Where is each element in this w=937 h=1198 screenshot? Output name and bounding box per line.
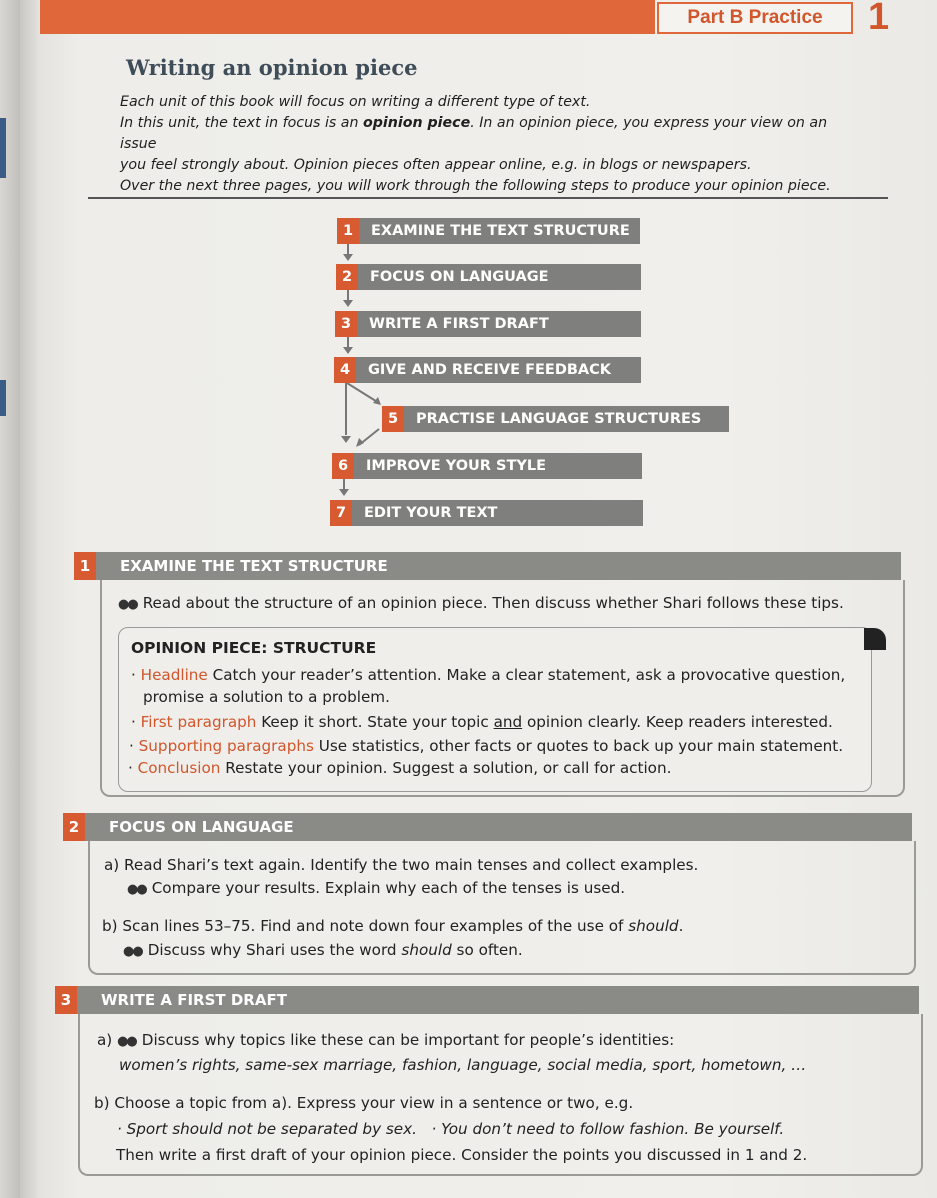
step-number: 5 <box>382 406 404 432</box>
step-number: 4 <box>334 357 356 383</box>
spine-tab <box>0 118 6 178</box>
intro-line: In this unit, the text in focus is an opinion piece. In an opinion piece, you express your view on an issue <box>120 115 828 152</box>
step-label: EDIT YOUR TEXT <box>364 505 498 521</box>
task-3b-examples: · Sport should not be separated by sex. · You don’t need to follow fashion. Be yourself. <box>117 1120 785 1138</box>
section-number: 2 <box>63 813 85 841</box>
tip-item-continued: promise a solution to a problem. <box>143 688 390 706</box>
step-2 <box>336 264 641 290</box>
section-number: 1 <box>74 552 96 580</box>
step-number: 1 <box>337 218 359 244</box>
pair-work-icon: ●● <box>127 882 146 897</box>
part-label: Part B Practice <box>657 2 853 34</box>
task-3b: b) Choose a topic from a). Express your view in a sentence or two, e.g. <box>94 1094 634 1112</box>
task-2a: a) Read Shari’s text again. Identify the two main tenses and collect examples. <box>104 856 699 874</box>
step-label: GIVE AND RECEIVE FEEDBACK <box>368 362 612 378</box>
step-label: EXAMINE THE TEXT STRUCTURE <box>371 223 630 239</box>
tip-title: OPINION PIECE: STRUCTURE <box>131 639 377 657</box>
step-5 <box>382 406 729 432</box>
task-2a-pair: ●● Compare your results. Explain why each of the tenses is used. <box>127 879 626 897</box>
section-number: 3 <box>55 986 77 1014</box>
step-number: 6 <box>332 453 354 479</box>
pair-work-icon: ●● <box>118 597 137 612</box>
task-2b-pair: ●● Discuss why Shari uses the word should so often. <box>123 941 523 959</box>
section-title: FOCUS ON LANGUAGE <box>109 818 294 836</box>
unit-number: 1 <box>868 0 890 38</box>
task-3a-topics: women’s rights, same-sex marriage, fashion, language, social media, sport, hometown, … <box>119 1056 807 1074</box>
tip-item: · First paragraph Keep it short. State your topic and opinion clearly. Keep readers interested. <box>131 713 833 731</box>
section-title: EXAMINE THE TEXT STRUCTURE <box>120 557 388 575</box>
tip-item: · Headline Catch your reader’s attention. Make a clear statement, ask a provocative question, <box>131 666 846 684</box>
task-3a: a) ●● Discuss why topics like these can be important for people’s identities: <box>97 1031 675 1049</box>
step-number: 7 <box>330 500 352 526</box>
book-spine <box>0 0 20 1198</box>
arrow-down-icon <box>343 254 353 261</box>
pair-work-icon: ●● <box>123 944 142 959</box>
step-number: 2 <box>336 264 358 290</box>
arrow-down-icon <box>343 347 353 354</box>
task-3b-draft: Then write a first draft of your opinion piece. Consider the points you discussed in 1 and 2. <box>116 1146 808 1164</box>
section-title: WRITE A FIRST DRAFT <box>101 991 287 1009</box>
section-3-header <box>55 986 919 1014</box>
step-4 <box>334 357 641 383</box>
task-2b: b) Scan lines 53–75. Find and note down four examples of the use of should. <box>102 917 684 935</box>
arrow-down-icon <box>343 300 353 307</box>
intro-line: Each unit of this book will focus on writing a different type of text. <box>120 94 591 110</box>
tip-item: · Conclusion Restate your opinion. Suggest a solution, or call for action. <box>128 759 672 777</box>
step-label: FOCUS ON LANGUAGE <box>370 269 549 285</box>
step-number: 3 <box>335 311 357 337</box>
header-bar <box>40 0 655 34</box>
step-6 <box>332 453 642 479</box>
divider <box>88 197 888 199</box>
tip-item: · Supporting paragraphs Use statistics, other facts or quotes to back up your main statement. <box>129 737 844 755</box>
intro-text <box>120 92 860 197</box>
step-label: IMPROVE YOUR STYLE <box>366 458 547 474</box>
step-label: WRITE A FIRST DRAFT <box>369 316 549 332</box>
intro-line: Over the next three pages, you will work through the following steps to produce your opinion piece. <box>120 178 831 194</box>
pair-work-icon: ●● <box>117 1034 136 1049</box>
arrow-down-icon <box>339 489 349 496</box>
step-1 <box>337 218 640 244</box>
intro-line: you feel strongly about. Opinion pieces often appear online, e.g. in blogs or newspapers. <box>120 157 752 173</box>
step-label: PRACTISE LANGUAGE STRUCTURES <box>416 411 702 427</box>
tip-corner <box>864 628 886 650</box>
step-7 <box>330 500 643 526</box>
step-3 <box>335 311 641 337</box>
section-1-header <box>74 552 901 580</box>
page-title: Writing an opinion piece <box>126 55 418 80</box>
section-2-header <box>63 813 912 841</box>
spine-tab <box>0 380 6 416</box>
section-1-instruction: ●● Read about the structure of an opinion piece. Then discuss whether Shari follows these tips. <box>118 594 844 612</box>
